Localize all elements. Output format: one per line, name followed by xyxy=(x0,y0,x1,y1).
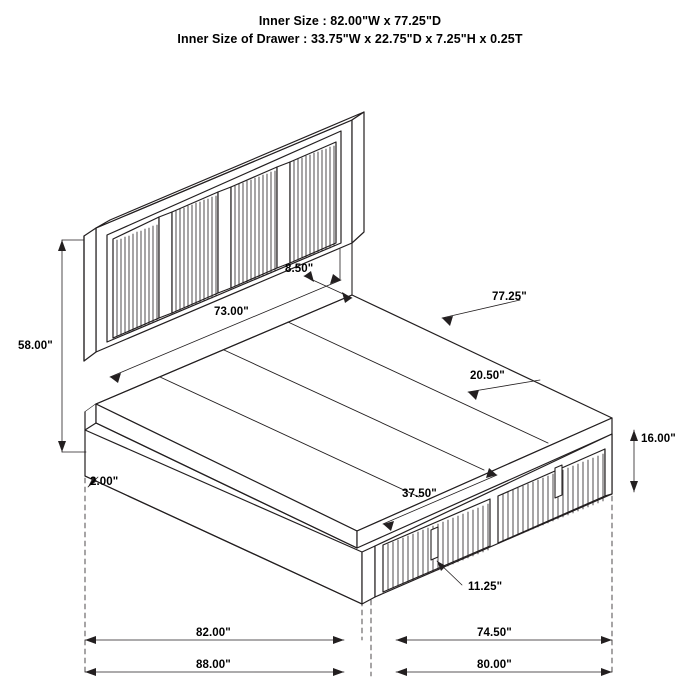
dim-headboard-top-offset: 8.50" xyxy=(285,263,314,275)
dim-footboard-rail-depth: 20.50" xyxy=(470,370,505,382)
dim-headboard-width: 73.00" xyxy=(214,306,249,318)
dim-overall-height: 58.00" xyxy=(18,340,53,352)
dim-overall-length: 80.00" xyxy=(477,659,512,671)
dim-drawer-front-width: 37.50" xyxy=(402,488,437,500)
dim-overall-width: 88.00" xyxy=(196,659,231,671)
dim-footboard-height: 16.00" xyxy=(641,433,676,445)
dim-bed-depth: 77.25" xyxy=(492,291,527,303)
dim-side-length: 74.50" xyxy=(477,627,512,639)
dim-clearance-height: 2.00" xyxy=(90,476,119,488)
inner-size-line-1: Inner Size : 82.00"W x 77.25"D xyxy=(258,14,442,28)
dim-inner-width: 82.00" xyxy=(196,627,231,639)
inner-size-line-2: Inner Size of Drawer : 33.75"W x 22.75"D x 7.25"H x 0.25T xyxy=(177,32,523,46)
dim-drawer-handle-height: 11.25" xyxy=(468,581,503,593)
